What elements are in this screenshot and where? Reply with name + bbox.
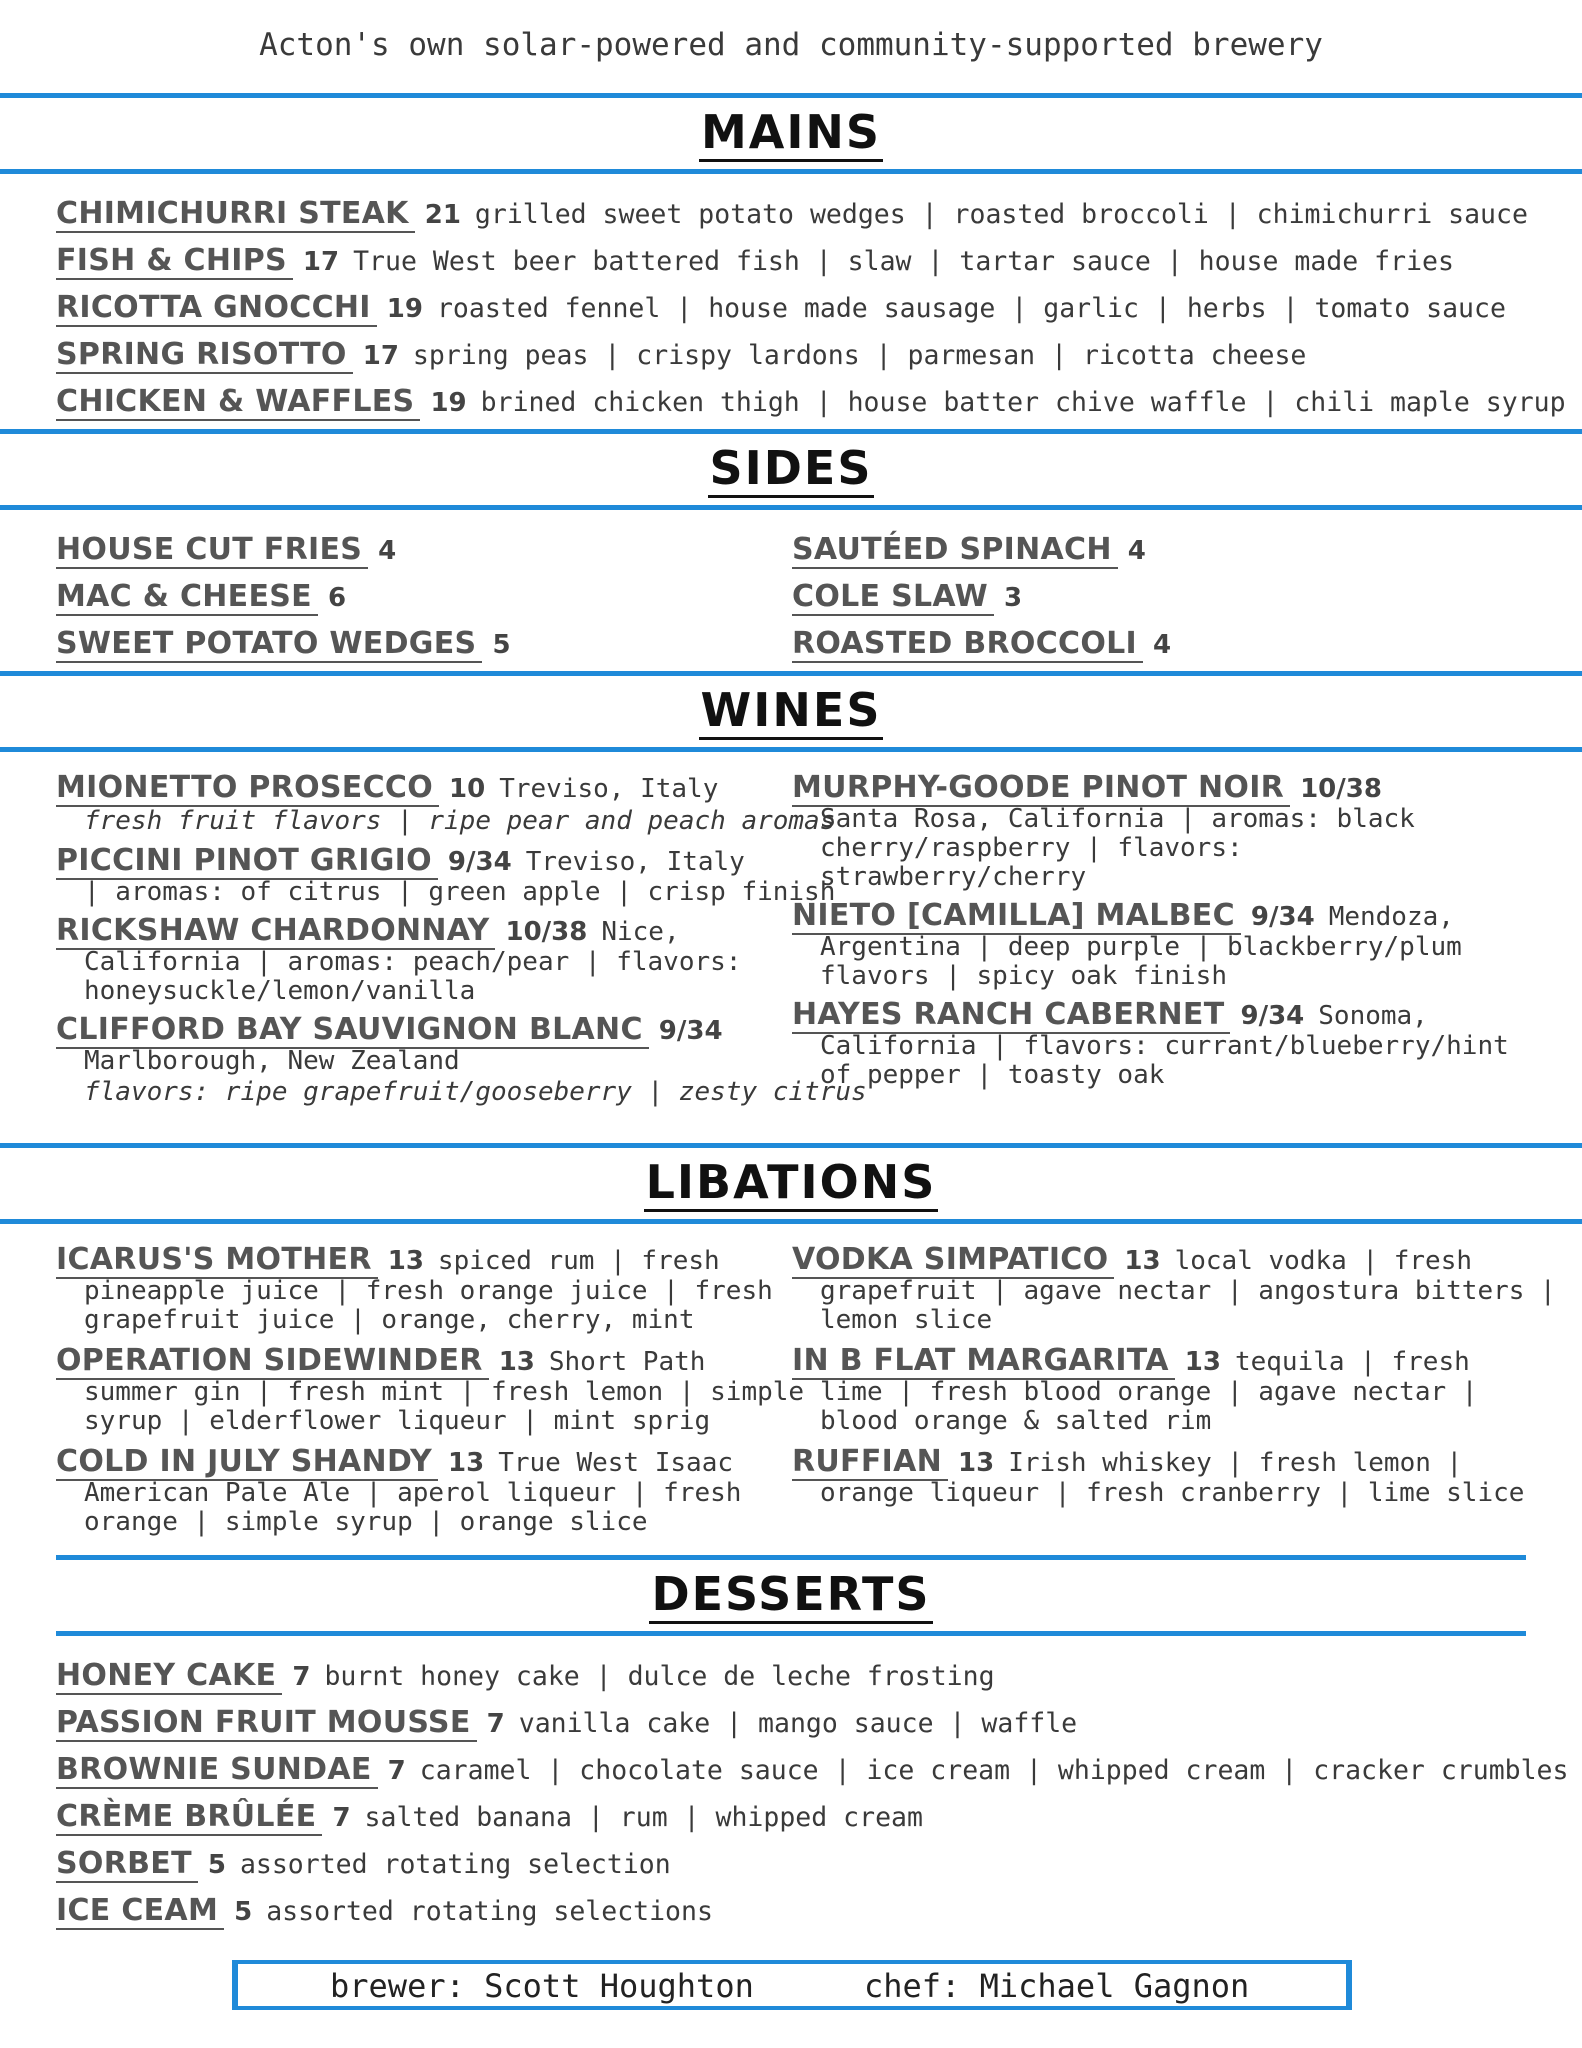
wines-right-list (792, 772, 1532, 1098)
menu-item (56, 915, 776, 1006)
item-description: Treviso, Italy (525, 847, 745, 877)
item-description: brined chicken thigh | house batter chive waffle | chili maple syrup (480, 387, 1566, 418)
divider (0, 93, 1582, 98)
item-name: ICARUS'S MOTHER (56, 1242, 378, 1279)
item-price: 7 (387, 1756, 406, 1786)
item-description-line: pineapple juice | fresh orange juice | fresh (84, 1276, 773, 1306)
footer-credits (232, 1960, 1352, 2010)
item-description-line: blood orange & salted rim (820, 1406, 1212, 1436)
menu-item (56, 237, 1566, 284)
item-price: 4 (1127, 536, 1146, 566)
section-title-sides: SIDES (0, 441, 1582, 495)
item-price: 5 (207, 1850, 226, 1880)
item-description: local vodka | fresh (1174, 1246, 1473, 1276)
item-description-line: honeysuckle/lemon/vanilla (84, 976, 476, 1006)
divider (0, 169, 1582, 174)
item-description: salted banana | rum | whipped cream (364, 1802, 923, 1833)
item-name: SPRING RISOTTO (56, 337, 353, 374)
item-description: assorted rotating selections (266, 1896, 713, 1927)
item-header (56, 1014, 776, 1047)
menu-item (56, 1746, 1568, 1793)
item-description-line: lemon slice (820, 1305, 993, 1335)
item-name: MURPHY-GOODE PINOT NOIR (792, 770, 1290, 807)
item-price: 3 (1003, 583, 1023, 613)
desserts-list (56, 1652, 1568, 1934)
item-description: Treviso, Italy (499, 774, 719, 804)
mains-list (56, 190, 1566, 425)
menu-item (56, 620, 525, 667)
item-price: 7 (486, 1709, 505, 1739)
item-price: 19 (386, 294, 423, 324)
item-name: ICE CEAM (56, 1893, 224, 1930)
sides-right-list (792, 526, 1185, 667)
item-price: 13 (448, 1448, 485, 1478)
menu-item (56, 770, 836, 837)
item-name: PICCINI PINOT GRIGIO (56, 843, 438, 880)
item-price: 17 (362, 341, 399, 371)
item-description-line: grapefruit juice | orange, cherry, mint (84, 1305, 695, 1335)
item-description: vanilla cake | mango sauce | waffle (518, 1708, 1078, 1739)
item-name: HAYES RANCH CABERNET (792, 997, 1230, 1034)
item-name: CHIMICHURRI STEAK (56, 196, 415, 233)
item-name: HONEY CAKE (56, 1658, 282, 1695)
divider (0, 1219, 1582, 1224)
item-description-line: cherry/raspberry | flavors: (820, 833, 1243, 863)
item-description-line: California | aromas: peach/pear | flavors: (84, 947, 742, 977)
item-name: CRÈME BRÛLÉE (56, 1799, 322, 1836)
item-price: 13 (958, 1448, 995, 1478)
menu-item (56, 331, 1566, 378)
item-description-line: of pepper | toasty oak (820, 1060, 1165, 1090)
item-name: MIONETTO PROSECCO (56, 770, 439, 807)
item-note: fresh fruit flavors | ripe pear and peach aromas (84, 806, 836, 836)
section-title-mains: MAINS (0, 105, 1582, 159)
item-price: 4 (378, 536, 397, 566)
item-description-line: lime | fresh blood orange | agave nectar | (820, 1377, 1478, 1407)
item-name: CLIFFORD BAY SAUVIGNON BLANC (56, 1012, 649, 1049)
menu-item (56, 1793, 1568, 1840)
item-description-line: strawberry/cherry (820, 862, 1087, 892)
item-name: SWEET POTATO WEDGES (56, 626, 482, 663)
item-price: 19 (430, 388, 467, 418)
item-description-line: California | flavors: currant/blueberry/hint (820, 1031, 1509, 1061)
item-name: SORBET (56, 1846, 198, 1883)
item-price: 13 (387, 1246, 424, 1276)
item-description: Nice, (601, 917, 680, 947)
divider (0, 505, 1582, 510)
item-description: Mendoza, (1328, 902, 1454, 932)
item-name: RICKSHAW CHARDONNAY (56, 913, 495, 950)
divider (56, 1555, 1526, 1560)
libations-right-list (792, 1242, 1556, 1518)
divider (0, 1143, 1582, 1148)
item-name: VODKA SIMPATICO (792, 1242, 1114, 1279)
item-price: 13 (498, 1347, 535, 1377)
menu-item (792, 1345, 1532, 1436)
item-header (792, 999, 1532, 1032)
item-description: Sonoma, (1318, 1001, 1428, 1031)
menu-item (792, 772, 1532, 892)
item-header (56, 772, 776, 805)
item-header (792, 900, 1532, 933)
item-name: BROWNIE SUNDAE (56, 1752, 378, 1789)
menu-item (56, 378, 1566, 425)
item-header (56, 1446, 776, 1479)
item-name: ROASTED BROCCOLI (792, 626, 1143, 663)
menu-item (56, 1840, 1568, 1887)
wines-left-list (56, 770, 867, 1116)
item-price: 21 (424, 200, 461, 230)
section-title-desserts: DESSERTS (0, 1567, 1582, 1621)
item-description-line: American Pale Ale | aperol liqueur | fresh (84, 1478, 742, 1508)
menu-item (56, 526, 525, 573)
menu-item (56, 1699, 1568, 1746)
item-price: 9/34 (1240, 1001, 1305, 1031)
menu-item (792, 900, 1532, 991)
item-name: HOUSE CUT FRIES (56, 532, 368, 569)
item-description: Short Path (548, 1347, 706, 1377)
menu-item (792, 526, 1185, 573)
item-description-line: grapefruit | agave nectar | angostura bitters | (820, 1276, 1556, 1306)
item-description-line: Marlborough, New Zealand (84, 1046, 460, 1076)
divider (0, 429, 1582, 434)
item-description-line: summer gin | fresh mint | fresh lemon | simple (84, 1377, 805, 1407)
divider (56, 1631, 1526, 1636)
menu-item (792, 1446, 1532, 1508)
item-description: Irish whiskey | fresh lemon | (1008, 1448, 1463, 1478)
item-price: 17 (302, 247, 340, 277)
item-description-line: orange | simple syrup | orange slice (84, 1507, 648, 1537)
item-description-line: Santa Rosa, California | aromas: black (820, 804, 1415, 834)
item-name: RUFFIAN (792, 1444, 948, 1481)
item-description: True West beer battered fish | slaw | tartar sauce | house made fries (353, 246, 1454, 277)
item-description: burnt honey cake | dulce de leche frosting (324, 1661, 995, 1692)
menu-item (56, 284, 1566, 331)
item-description-line: orange liqueur | fresh cranberry | lime slice (820, 1478, 1525, 1508)
item-name: COLE SLAW (792, 579, 994, 616)
item-name: PASSION FRUIT MOUSSE (56, 1705, 477, 1742)
item-description: roasted fennel | house made sausage | garlic | herbs | tomato sauce (436, 293, 1506, 324)
item-price: 9/34 (447, 847, 512, 877)
item-header (56, 915, 776, 948)
item-price: 10/38 (1300, 774, 1382, 804)
item-price: 6 (327, 583, 347, 613)
item-description: assorted rotating selection (239, 1849, 671, 1880)
brewer-credit: brewer: Scott Houghton (330, 1967, 754, 2005)
item-description: tequila | fresh (1234, 1347, 1470, 1377)
chef-credit: chef: Michael Gagnon (864, 1967, 1250, 2005)
item-header (792, 1446, 1532, 1479)
item-description: spiced rum | fresh (437, 1246, 720, 1276)
item-description: True West Isaac (498, 1448, 734, 1478)
item-header (56, 1244, 776, 1277)
menu-item (56, 1012, 867, 1108)
item-description: spring peas | crispy lardons | parmesan | ricotta cheese (412, 340, 1307, 371)
item-price: 9/34 (1250, 902, 1315, 932)
item-header (792, 1345, 1532, 1378)
menu-item (56, 1652, 1568, 1699)
item-name: MAC & CHEESE (56, 579, 318, 616)
section-title-libations: LIBATIONS (0, 1155, 1582, 1209)
item-header (792, 772, 1532, 805)
item-name: NIETO [CAMILLA] MALBEC (792, 898, 1241, 935)
item-description-line: flavors | spicy oak finish (820, 961, 1227, 991)
item-description-line: Argentina | deep purple | blackberry/plum (820, 932, 1462, 962)
item-price: 13 (1124, 1246, 1161, 1276)
menu-item (792, 573, 1185, 620)
item-price: 10/38 (505, 917, 588, 947)
item-name: OPERATION SIDEWINDER (56, 1343, 489, 1380)
menu-item (792, 999, 1532, 1090)
item-name: FISH & CHIPS (56, 243, 293, 280)
item-description: grilled sweet potato wedges | roasted broccoli | chimichurri sauce (474, 199, 1528, 230)
item-price: 10 (449, 774, 486, 804)
item-name: RICOTTA GNOCCHI (56, 290, 377, 327)
menu-item (792, 1242, 1556, 1335)
menu-item (56, 1446, 776, 1537)
section-title-wines: WINES (0, 683, 1582, 737)
item-price: 7 (332, 1803, 351, 1833)
menu-item (56, 1887, 1568, 1934)
item-price: 9/34 (658, 1016, 723, 1046)
menu-item (56, 573, 525, 620)
tagline: Acton's own solar-powered and community-supported brewery (259, 27, 1323, 63)
item-price: 5 (234, 1897, 253, 1927)
item-name: CHICKEN & WAFFLES (56, 384, 420, 421)
item-name: SAUTÉED SPINACH (792, 532, 1118, 569)
menu-item (56, 1343, 805, 1436)
item-price: 5 (492, 630, 511, 660)
libations-left-list (56, 1242, 805, 1547)
item-header (56, 845, 776, 878)
item-description-line: | aromas: of citrus | green apple | crisp finish (84, 877, 836, 907)
item-header (56, 1345, 776, 1378)
menu-item (792, 620, 1185, 667)
item-price: 7 (292, 1662, 311, 1692)
item-name: COLD IN JULY SHANDY (56, 1444, 438, 1481)
item-description: caramel | chocolate sauce | ice cream | whipped cream | cracker crumbles (419, 1755, 1569, 1786)
item-header (792, 1244, 1532, 1277)
divider (0, 747, 1582, 752)
menu-item (56, 190, 1566, 237)
menu-item (56, 1244, 776, 1335)
item-note: flavors: ripe grapefruit/gooseberry | zesty citrus (84, 1077, 867, 1107)
item-price: 13 (1184, 1347, 1221, 1377)
item-name: IN B FLAT MARGARITA (792, 1343, 1175, 1380)
divider (0, 671, 1582, 676)
menu-item (56, 843, 836, 907)
item-price: 4 (1153, 630, 1172, 660)
item-description-line: syrup | elderflower liqueur | mint sprig (84, 1406, 711, 1436)
sides-left-list (56, 526, 525, 667)
